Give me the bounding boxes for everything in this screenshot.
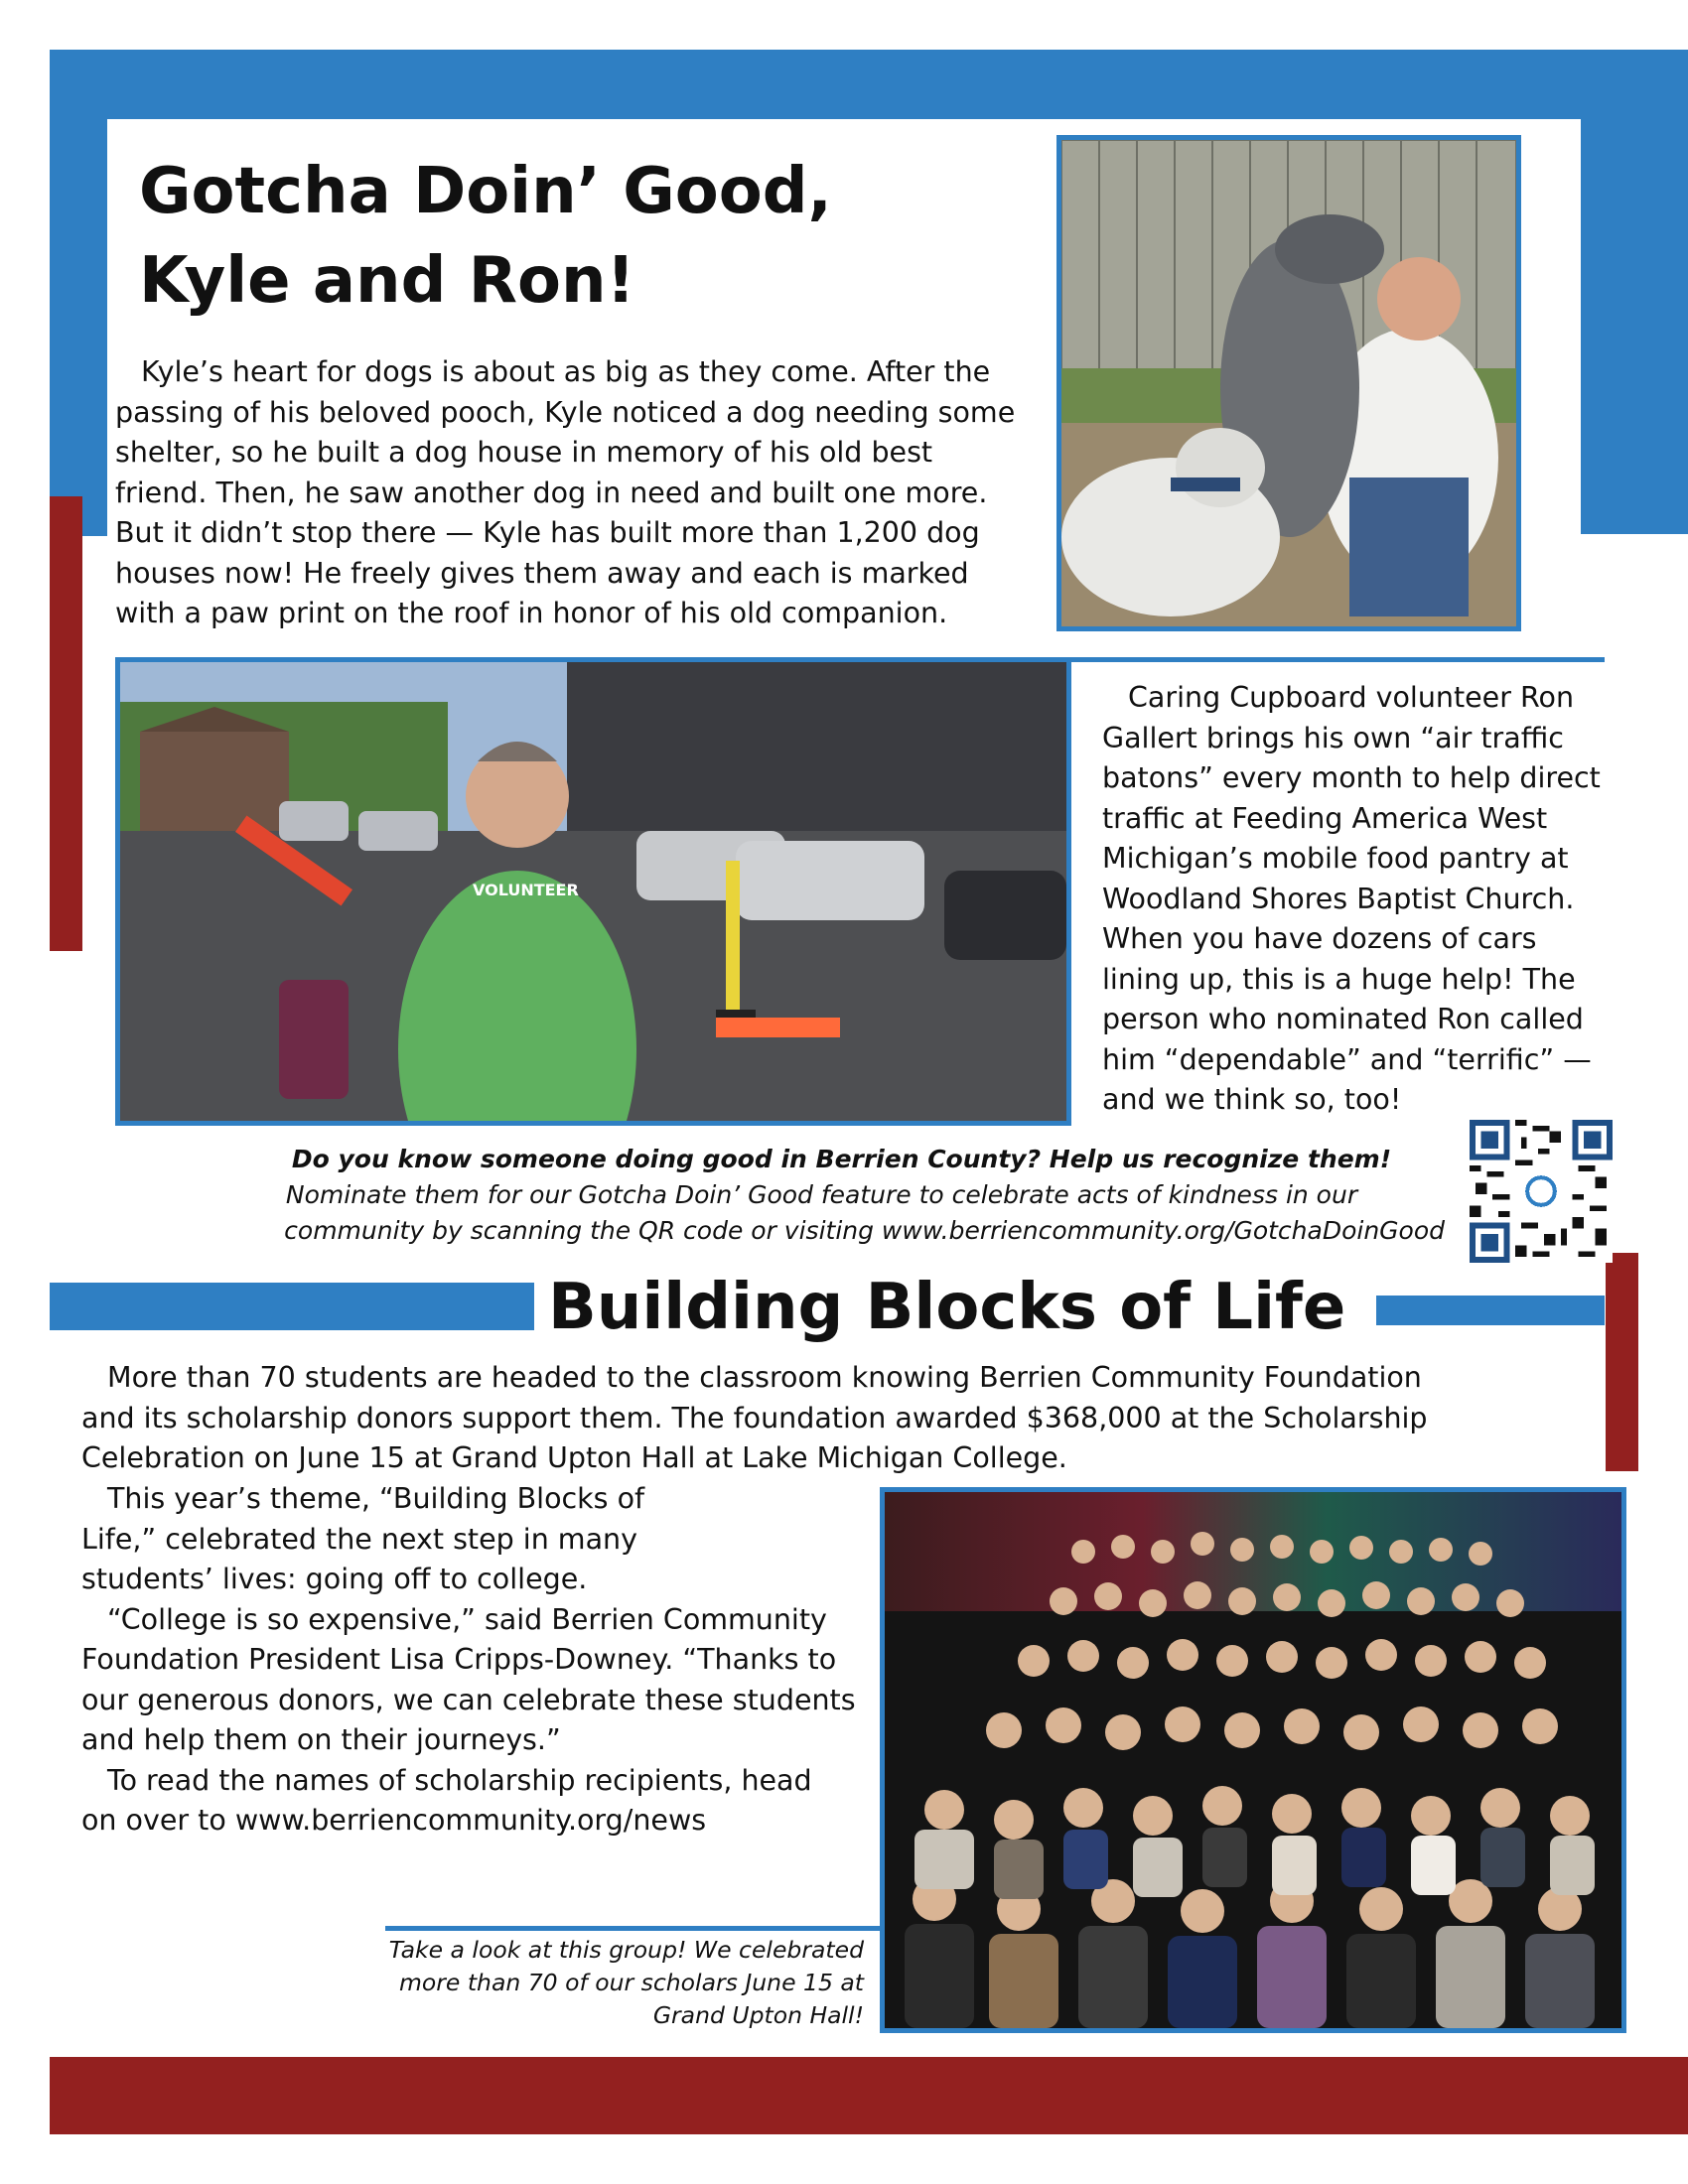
nominate-line3: community by scanning the QR code or visiting www.berriencommunity.org/GotchaDoinGood (284, 1216, 1445, 1245)
ron-top-rule (1071, 657, 1605, 662)
kyle-dogs-photo (1056, 135, 1521, 631)
ron-illustration (120, 662, 1066, 1121)
building-blocks-title: Building Blocks of Life (548, 1271, 1346, 1344)
bb-paragraph-4: To read the names of scholarship recipients, head on over to www.berriencommunity.org/news (81, 1763, 812, 1837)
ron-photo (115, 657, 1071, 1126)
kyle-story (115, 352, 1024, 634)
bb-paragraph-2: This year’s theme, “Building Blocks of Life,” celebrated the next step in many students’ lives: going off to college. (81, 1482, 645, 1595)
top-blue-bar (50, 50, 1688, 119)
right-blue-block (1581, 50, 1688, 534)
bb-intro (81, 1358, 1452, 1479)
bottom-red-bar (50, 2057, 1688, 2134)
left-red-bar (50, 496, 82, 951)
nominate-line2: Nominate them for our Gotcha Doin’ Good feature to celebrate acts of kindness in our (285, 1180, 1358, 1209)
bb-right-bar (1376, 1296, 1605, 1325)
nominate-bold: Do you know someone doing good in Berrien County? Help us recognize them! (291, 1145, 1392, 1173)
ron-paragraph: Caring Cupboard volunteer Ron Gallert brings his own “air traffic batons” every month to help direct traffic at Feeding America West Michigan’s mobile food pantry at Woodland Shores Baptist Church. When you have dozens of cars lining up, this is a huge help! The person who nominated Ron called him “dependable” and “terrific” — and we think so, too! (1102, 681, 1601, 1116)
nominate-callout (199, 1142, 1445, 1249)
qr-code[interactable] (1470, 1120, 1613, 1263)
gotcha-title (139, 147, 832, 326)
qr-code-graphic (1470, 1120, 1613, 1263)
bb-left-bar (50, 1283, 534, 1330)
scholars-group-photo (880, 1487, 1626, 2033)
kyle-dogs-illustration (1061, 140, 1516, 626)
bb-column (81, 1479, 856, 1842)
gotcha-title-line1: Gotcha Doin’ Good, (139, 155, 832, 228)
ron-shirt-text: VOLUNTEER (473, 881, 579, 899)
left-blue-block (50, 50, 107, 536)
ron-story (1102, 678, 1604, 1121)
scholars-caption: Take a look at this group! We celebrated more than 70 of our scholars June 15 at Grand Upton Hall! (388, 1936, 864, 2029)
kyle-paragraph: Kyle’s heart for dogs is about as big as they come. After the passing of his beloved pooch, Kyle noticed a dog needing some shelter, so he built a dog house in memory of his old best friend. Then, he saw another dog in need and built one more. But it didn’t stop there — Kyle has built more than 1,200 dog houses now! He freely gives them away and each is marked with a paw print on the roof in honor of his old companion. (115, 355, 1016, 629)
bb-paragraph-1: More than 70 students are headed to the classroom knowing Berrien Community Foundation and its scholarship donors support them. The foundation awarded $368,000 at the Scholarship Celebration on June 15 at Grand Upton Hall at Lake Michigan College. (81, 1361, 1428, 1474)
gotcha-title-line2: Kyle and Ron! (139, 244, 635, 318)
caption-rule (385, 1926, 882, 1931)
right-red-bar (1606, 1253, 1638, 1471)
bb-paragraph-3: “College is so expensive,” said Berrien Community Foundation President Lisa Cripps-Downey. “Thanks to our generous donors, we can celebrate these students and help them on their journeys.” (81, 1602, 856, 1756)
scholars-illustration (885, 1492, 1621, 2028)
